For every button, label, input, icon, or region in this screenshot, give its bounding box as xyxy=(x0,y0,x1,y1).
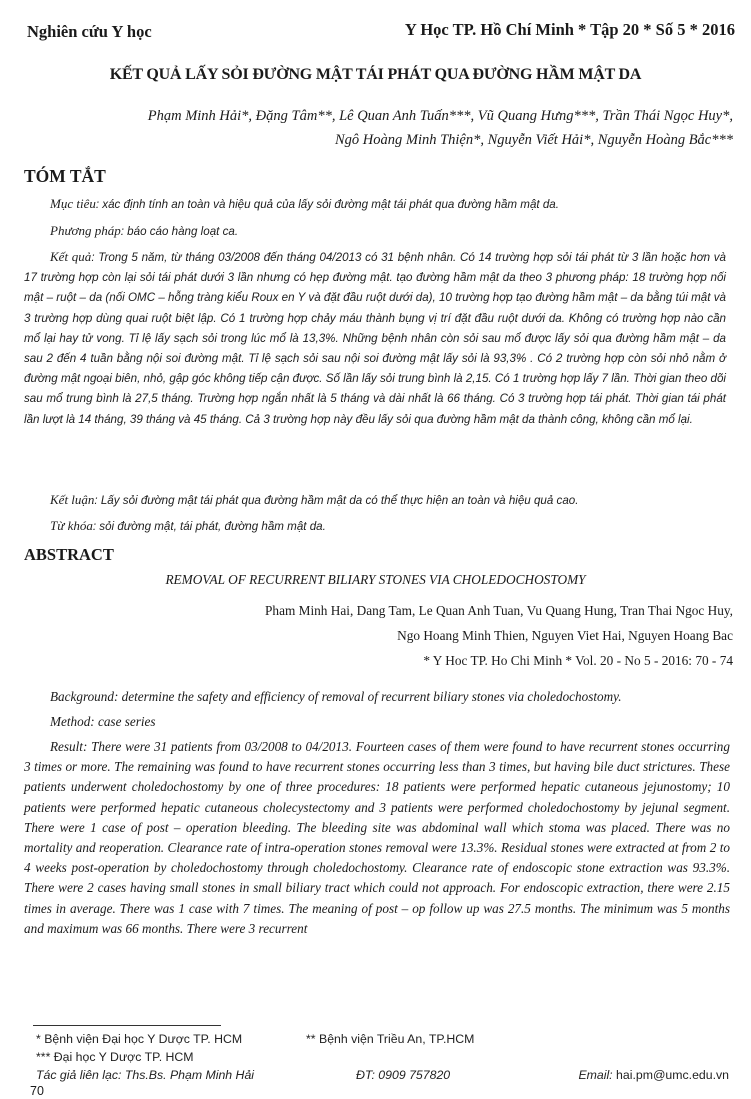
email-label: Email: xyxy=(578,1068,613,1082)
conclusion-text: : Lấy sỏi đường mật tái phát qua đường hầm mật da có thể thực hiện an toàn và hiệu quả cao. xyxy=(94,494,579,507)
abstract-background xyxy=(24,687,730,707)
summary-objective xyxy=(24,194,726,215)
result-text-en: : There were 31 patients from 03/2008 to 04/2013. Fourteen cases of them were found to have recurrent stones occurring 3 times or more. The remaining was found to have recurrent stones occurring less than 3 times, but having bile duct strictures. These patients underwent choledochostomy by one of three procedures: 18 patients were performed hepatic cutaneous jejunostomy; 10 patients were performed hepatic cutaneous cholecystectomy and 3 patients were performed choledochostomy by jejunal segment. There were 1 case of post – operation bleeding. The bleeding site was abdominal wall which stoma was placed. There was no mortality and reoperation. Clearance rate of intra-operation stones removal were 13.3%. Residual stones were extracted at from 2 to 4 weeks post-operation by choledochostomy through choledochostomy. Clearance rate of endoscopic stone extraction was 93.3%. There were 2 cases having small stones in small biliary tract which could not approach. For endoscopic extraction, there were 2.15 times in average. There was 1 case with 7 times. The meaning of post – op follow up was 27.5 months. The minimum was 5 months and maximum was 66 months. There were 3 recurrent xyxy=(24,739,730,936)
abstract-heading: ABSTRACT xyxy=(24,545,114,564)
method-label-en: Method xyxy=(50,714,91,729)
conclusion-label: Kết luận xyxy=(50,492,95,507)
keywords-label: Từ khóa xyxy=(50,518,93,533)
summary-keywords xyxy=(24,516,726,537)
abstract-authors-line-1: Pham Minh Hai, Dang Tam, Le Quan Anh Tuan, Vu Quang Hung, Tran Thai Ngoc Huy, xyxy=(265,603,733,618)
abstract-result xyxy=(24,737,730,939)
abstract-method xyxy=(24,712,730,732)
objective-text: : xác định tính an toàn và hiệu quả của lấy sỏi đường mật tái phát qua đường hầm mật da. xyxy=(95,198,559,211)
page-number: 70 xyxy=(30,1084,44,1098)
objective-label: Mục tiêu xyxy=(50,196,96,211)
abstract-title: REMOVAL OF RECURRENT BILIARY STONES VIA CHOLEDOCHOSTOMY xyxy=(165,572,586,587)
results-text-vi: : Trong 5 năm, từ tháng 03/2008 đến tháng 04/2013 có 31 bệnh nhân. Có 14 trường hợp sỏi tái phát từ 3 lần hoặc hơn và 17 trường hợp còn lại sỏi tái phát dưới 3 lần nhưng có hẹp đường mật. tạo đường hầm mật da theo 3 phương pháp: 18 trường hợp nối mật – ruột – da (nối OMC – hỗng tràng kiểu Roux en Y và đặt đầu ruột dưới da), 10 trường hợp tạo đường hầm mật – da bằng túi mật và 3 trường hợp dùng quai ruột biệt lập. Có 1 trường hợp chảy máu thành bụng vị trí đặt đầu ruột dưới da. Không có trường hợp nào cần mổ lại hay tử vong. Tỉ lệ lấy sạch sỏi trong lúc mổ là 13,3%. Những bệnh nhân còn sỏi sau mổ được lấy sỏi qua đường hầm mật – da sau 2 đến 4 tuần bằng nội soi đường mật. Tỉ lệ sạch sỏi sau nội soi đường mật lấy sỏi là 93,3% . Có 2 trường hợp còn sỏi nhỏ nằm ở đường mật ngoại biên, nhỏ, gập góc không tiếp cận được. Số lần lấy sỏi trung bình là 2,15. Có 1 trường hợp lấy 7 lần. Thời gian theo dõi sau mổ trung bình là 27,5 tháng. Trường hợp ngắn nhất là 5 tháng và dài nhất là 66 tháng. Có 3 trường hợp tái phát. Thời gian tái phát lần lượt là 14 tháng, 39 tháng và 45 tháng. Cả 3 trường hợp này đều lấy sỏi qua đường hầm mật da thành công, không cần mổ lại. xyxy=(24,251,726,426)
footnote-divider xyxy=(33,1025,221,1026)
article-title: KẾT QUẢ LẤY SỎI ĐƯỜNG MẬT TÁI PHÁT QUA ĐƯỜNG HẦM MẬT DA xyxy=(109,66,642,83)
footnote-email xyxy=(578,1068,729,1082)
keywords-text: : sỏi đường mật, tái phát, đường hầm mật da. xyxy=(92,520,326,533)
results-label-vi: Kết quả xyxy=(50,249,92,264)
summary-conclusion xyxy=(24,490,726,511)
method-text-en: : case series xyxy=(90,714,156,729)
summary-heading: TÓM TẮT xyxy=(24,166,106,186)
summary-method xyxy=(24,221,726,242)
abstract-citation: * Y Hoc TP. Ho Chi Minh * Vol. 20 - No 5 - 2016: 70 - 74 xyxy=(423,653,733,668)
footnote-contact-author: Tác giả liên lạc: Ths.Bs. Phạm Minh Hải xyxy=(36,1068,255,1082)
authors-line-2: Ngô Hoàng Minh Thiện*, Nguyễn Viết Hải*, Nguyễn Hoàng Bắc*** xyxy=(334,132,733,148)
footnote-affiliation-2: ** Bệnh viện Triều An, TP.HCM xyxy=(306,1032,475,1046)
section-label: Nghiên cứu Y học xyxy=(27,22,152,41)
footnote-phone: ĐT: 0909 757820 xyxy=(356,1068,451,1082)
method-text-vi: : báo cáo hàng loạt ca. xyxy=(120,225,239,238)
journal-citation-header: Y Học TP. Hồ Chí Minh * Tập 20 * Số 5 * 2016 xyxy=(404,20,735,39)
background-label: Background xyxy=(50,689,114,704)
result-label-en: Result xyxy=(50,739,83,754)
email-address: hai.pm@umc.edu.vn xyxy=(616,1068,729,1082)
footnote-affiliation-3: *** Đại học Y Dược TP. HCM xyxy=(36,1050,194,1064)
abstract-authors-line-2: Ngo Hoang Minh Thien, Nguyen Viet Hai, Nguyen Hoang Bac xyxy=(397,628,733,643)
summary-results xyxy=(24,247,726,430)
method-label-vi: Phương pháp xyxy=(50,223,121,238)
footnote-affiliation-1: * Bệnh viện Đại học Y Dược TP. HCM xyxy=(36,1032,243,1046)
authors-line-1: Phạm Minh Hải*, Đặng Tâm**, Lê Quan Anh Tuấn***, Vũ Quang Hưng***, Trần Thái Ngọc Huy*, xyxy=(147,108,733,124)
background-text: : determine the safety and efficiency of removal of recurrent biliary stones via choledochostomy. xyxy=(113,689,622,704)
